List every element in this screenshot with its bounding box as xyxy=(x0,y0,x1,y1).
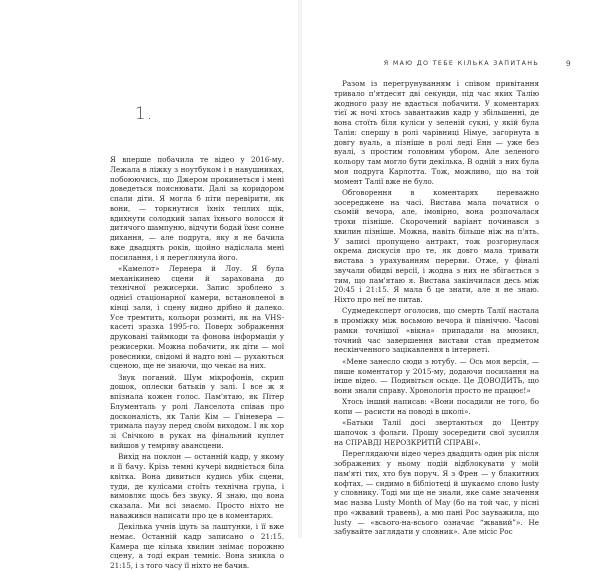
paragraph: Переглядаючи відео через двадцять один рік після зображених у ньому подій відблокувати у моїй пам'яті тих, хто був поруч. Я з Френ — у блакитних кофтах, — сидимо в бібліотеці й шукаємо слово lusty у словнику. Тоді ми ще не знали, яке саме значення має назва Lusty Month of May (бо на той час, у пісні про «жвавий травень), а мю пані Рос зауважила, що lusty — «всього-на-всього означає “жвавий”». Не забувайте заглядати у словник». Але місіс Рос xyxy=(334,449,539,537)
page-number: 9 xyxy=(566,59,571,68)
paragraph: Звук поганий. Шум мікрофонів, скрип дошок, оплески батьків у залі. І все ж я впізнала кожен голос. Пам'ятаю, як Пітер Блументаль у ролі Ланселота співав про досконалість, як Таліє Кім — Гвіневера — тримала паузу перед своїм виходом. І як хор зі Свічкою в руках на фінальний куплет вийшов у темряву авансцени. xyxy=(110,372,284,450)
left-page xyxy=(0,0,300,571)
chapter-number: 1. xyxy=(134,104,154,124)
paragraph: Разом із перегрунуванням і співом привітання тривало п'ятдесят дві секунди, під час яких Талію жодного разу не вдається побачити. У коментарях тієї ж ночі хтось завантажив кадр у збільшенні, де вона стоїть біля куліси у зеленій сукні, у якій була Талія: спершу в ролі чарівниці Німуе, загорнута в довгу вуаль, а пізніше в ролі леді Енн — уже без вуалі, з простим головним убором. Але зеленого кольору там могло бути декілька. В одній з них була моя подруга Карлотта. Тож, можливо, що на той момент Талії вже не було. xyxy=(334,79,539,186)
running-head: Я МАЮ ДО ТЕБЕ КІЛЬКА ЗАПИТАНЬ xyxy=(383,60,539,67)
paragraph: Обговорення в коментарях переважно зосереджене на часі. Вистава мала початися о сьомій вечора, але, імовірно, вона розпочалася трохи пізніше. Скорочений варіант починався з хвилин пізніше. Можна, навіть більше ніж на п'ять. У записі пропущено антракт, тож розгорнулася окрема дискусія про те, як довго мала тривати вистава з урахуванням перерви. Отже, у фіналі звучали обидві версії, і жодна з них не збігається з тим, що пам'ятаю я. Вистава закінчилася десь між 20:45 і 21:15. Я мала б це знати, але я не знаю. Ніхто про неї не питав. xyxy=(334,187,539,305)
paragraph: «Мене занесло сюди з ютубу. — Ось моя версія, — пише коментатор у 2015-му, додаючи посилання на інше відео. — Подивіться осьце. Це ДОВОДИТЬ, що вони знали справу. Хронологія просто не працює!» xyxy=(334,356,539,396)
paragraph: Вихід на поклон — останній кадр, у якому я її бачу. Крізь темні кучері видніється біла квітка. Вона дивиться кудись убік сцени, туди, де кулісами стоїть технічна група, і вимовляє щось без звуку. Я знаю, що вона сказала. Ми всі знаємо. Просто ніхто не наважився написати про це в коментарях. xyxy=(110,452,284,520)
paragraph: «Батьки Талії досі звертаються до Центру шапочок з фольги. Прошу зосередити свої зусилля на СПРАВДІ НЕРОЗКРИТІЙ СПРАВІ». xyxy=(334,418,539,447)
paragraph: Хтось інший написав: «Вони посадили не того, бо копи — расисти на поводі в школі». xyxy=(334,397,539,417)
right-page xyxy=(300,0,600,538)
paragraph: Судмедексперт оголосив, що смерть Талії настала в проміжку між восьмою вечора й північчю. Часові рамки точнішої «вікна» припадали на мюзикл, точний час завершення вистави став предметом нескінченного зацікавлення в інтернеті. xyxy=(334,306,539,355)
paragraph: Декілька учнів ідуть за лаштунки, і її вже немає. Останній кадр записано о 21:15. Камера ще кілька хвилин знімає порожню сцену, а тоді екран темніє. Вона зникла о 21:15, і з того часу її ніхто не бачив. xyxy=(110,522,284,571)
paragraph: «Камелот» Лернера й Лоу. Я була механікинею сцени й зарахована до технічної режисерки. Запис зроблено з однієї стаціонарної камери, встановленої в кінці зали, і сцену видно дрібно й далеко. Усе тремтить, кольори розмиті, як на VHS-касеті зразка 1995-го. Поверх зображення друковані таймкоди та фонова інформація у режисерки. Можна побачити, як діти — мої ровесники, свідомі й надто юні — рухаються сценою, ще не знаючи, що чекає на них. xyxy=(110,263,284,371)
left-page-body xyxy=(110,155,284,572)
paragraph: Я вперше побачила те відео у 2016-му. Лежала в ліжку з ноутбуком і в навушниках, побоюючись, що Джером прокинеться і мені доведеться пояснювати. Далі за коридором спали діти. Я могла б піти перевірити, як вони, — торкнутися їхніх теплих щік, вдихнути солодкий запах їхнього волосся й дитячого шампуню, відчути бодай їхнє сонне дихання, — але подруга, яку я не бачила вже двадцять років, щойно надіслала мені посилання, і я переглянула його. xyxy=(110,155,284,262)
right-page-body xyxy=(334,79,539,539)
